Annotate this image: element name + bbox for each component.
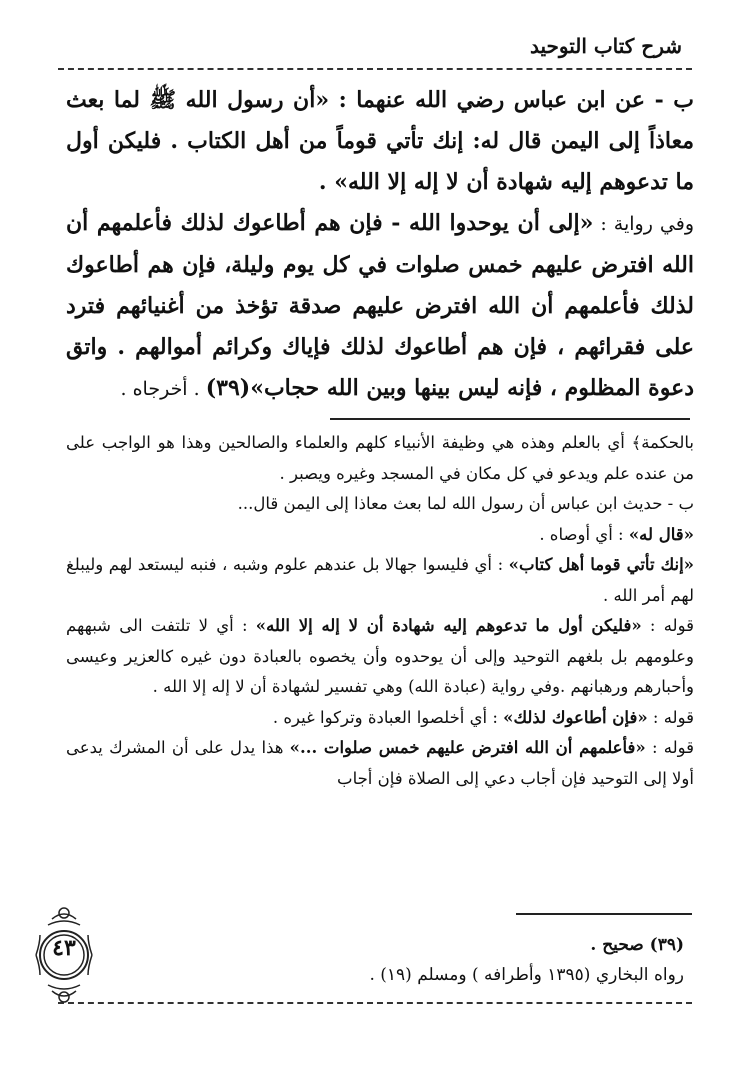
commentary-divider [330,418,690,420]
quote-prefix: قوله : [641,616,694,635]
commentary-q3 [66,611,694,703]
riwaya-text: «إلى أن يوحدوا الله - فإن هم أطاعوك لذلك فأعلمهم أن الله افترض عليهم خمس صلوات في كل يوم وليلة، فإن هم أطاعوك لذلك فأعلمهم أن الله افترض عليهم صدقة تؤخذ من أغنيائهم فترد على فقرائهم ، فإن هم أطاعوك لذلك فإياك وكرائم أموالهم . واتق دعوة المظلوم ، فإنه ليس بينها وبين الله حجاب»(٣٩) [66,210,695,401]
riwaya-intro: وفي رواية : [593,213,694,235]
page-number-ornament [30,905,98,1005]
quote-explanation: : أي فليسوا جهالا بل عندهم علوم وشبه ، فنبه ليستعد لهم وليبلغ لهم أمر الله . [66,555,694,605]
footnote-divider [516,913,692,915]
running-header-title: شرح كتاب التوحيد [529,34,682,58]
quote-explanation: هذا يدل على أن المشرك يدعى أولا إلى التوحيد فإن أجاب دعي إلى الصلاة فإن أجاب [66,738,694,788]
footnote-ref [260,930,684,960]
page-number: ٤٣ [52,935,76,961]
quote-explanation: : أي أوصاه . [539,524,629,544]
footnote-source: رواه البخاري (١٣٩٥ وأطرافه ) ومسلم (١٩) . [369,965,684,985]
quote-label: «فأعلمهم أن الله افترض عليهم خمس صلوات ...» [289,738,646,757]
riwaya-end: . أخرجاه . [120,378,206,400]
quote-explanation: : أي أخلصوا العبادة وتركوا غيره . [272,707,504,727]
commentary-block [66,428,694,794]
quote-explanation: : أي لا تلتفت الى شبههم وعلومهم بل بلغهم التوحيد وإلى أن يوحدوه وأن يخصوه بالعبادة دون غيره كالعزير وعيسى وأحبارهم ورهبانهم .وفي رواية (عبادة الله) وهي تفسير لشهادة أن لا إله إلا الله . [66,616,694,696]
hadith-paragraph-2 [66,203,694,410]
quote-label: «فإن أطاعوك لذلك» [503,707,648,727]
quote-label: «فليكن أول ما تدعوهم إليه شهادة أن لا إله إلا الله» [255,616,642,635]
footnote-label: (٣٩) صحيح . [590,935,684,955]
commentary-q4 [66,703,694,734]
quote-prefix: قوله : [647,707,694,727]
main-text-block [66,80,694,410]
commentary-line-1: بالحكمة﴾ أي بالعلم وهذه هي وظيفة الأنبياء كلهم والعلماء والصالحين وهذا هو الواجب على من عنده علم ويدعو في كل مكان في المسجد وغيره ويصبر . [66,433,694,483]
quote-prefix: قوله : [645,738,695,757]
commentary-q5 [66,733,694,794]
hadith-paragraph-1: ب - عن ابن عباس رضي الله عنهما : «أن رسول الله ﷺ لما بعث معاذاً إلى اليمن قال له: إنك تأتي قوماً من أهل الكتاب . فليكن أول ما تدعوهم إليه شهادة أن لا إله إلا الله» . [66,87,694,195]
commentary-q2 [66,550,694,611]
quote-label: «قال له» [628,524,694,544]
commentary-q1 [66,520,694,551]
footer-divider [58,1002,692,1004]
header-divider [58,68,692,70]
footnote-block [260,930,684,990]
commentary-line-2: ب - حديث ابن عباس أن رسول الله لما بعث معاذا إلى اليمن قال... [237,494,694,513]
quote-label: «إنك تأتي قوما أهل كتاب» [508,555,694,574]
